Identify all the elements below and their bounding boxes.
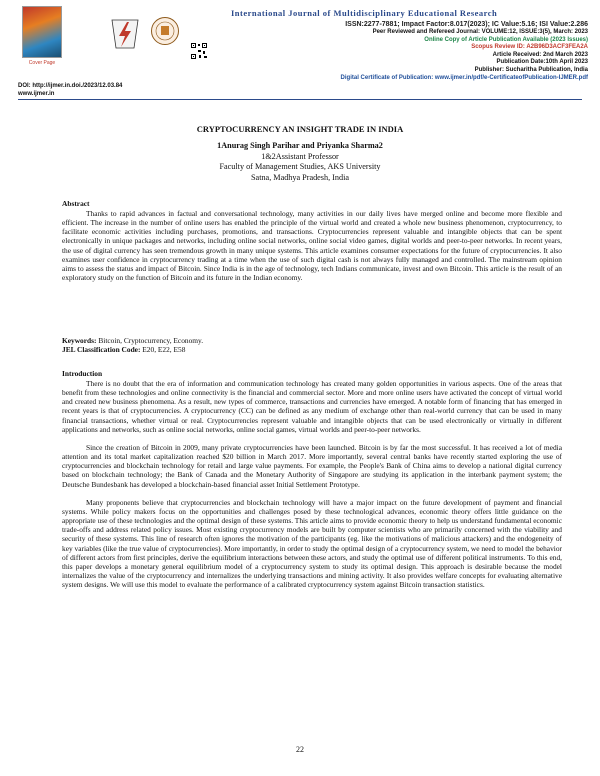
abstract-section: [62, 199, 562, 282]
website-link[interactable]: www.ijmer.in: [18, 91, 55, 97]
article-title: CRYPTOCURRENCY AN INSIGHT TRADE IN INDIA: [196, 124, 404, 134]
journal-title: International Journal of Multidisciplinary Educational Research: [231, 8, 498, 18]
keywords-section: [62, 336, 562, 354]
lightning-logo-icon: [108, 14, 142, 54]
author-role: 1&2Assistant Professor: [261, 151, 339, 161]
doi-block: [18, 82, 122, 98]
keywords-value: Bitcoin, Cryptocurrency, Economy.: [98, 336, 204, 345]
journal-header: [0, 0, 600, 100]
jel-label: JEL Classification Code:: [62, 345, 141, 355]
journal-meta: [228, 20, 588, 82]
introduction-paragraph-2: Since the creation of Bitcoin in 2009, many private cryptocurrencies have been launched. Bitcoin is by far the most successful. It has received a lot of media attention and its total market capitalization reached $20 billion in March 2017. More importantly, several central banks have recently started exploring the use of cryptocurrencies and blockchain technology for retail and large value payments. For example, the People's Bank of China aims to develop a national digital currency based on blockchain technology; the Bank of Canada and the Monetary Authority of Singapore are studying its application in the interbank payment system; the Deutsche Bundesbank has developed a blockchain-based financial asset Initial Settlement Prototype.: [62, 442, 562, 489]
qr-code-icon: [190, 42, 208, 60]
jel-value: E20, E22, E58: [142, 345, 186, 355]
author-block: [0, 141, 600, 183]
page-number: 22: [296, 745, 304, 754]
header-divider: [18, 99, 582, 100]
cover-page-label: Cover Page: [28, 60, 56, 66]
author-names: 1Anurag Singh Parihar and Priyanka Sharma2: [217, 141, 383, 150]
abstract-heading: Abstract: [62, 199, 90, 208]
university-seal-icon: [150, 16, 180, 46]
issn-line: ISSN:2277-7881; Impact Factor:8.017(2023); IC Value:5.16; ISI Value:2.286: [345, 21, 588, 28]
peer-review-line: Peer Reviewed and Refereed Journal: VOLUME:12, ISSUE:3(5), March: 2023: [372, 29, 588, 35]
introduction-section: [62, 369, 562, 589]
online-copy-line: Online Copy of Article Publication Available (2023 Issues): [424, 36, 588, 43]
received-line: Article Received: 2nd March 2023: [492, 51, 588, 58]
keywords-label: Keywords:: [62, 336, 97, 345]
cover-page-image[interactable]: [22, 6, 62, 58]
publication-date-line: Publication Date:10th April 2023: [496, 59, 588, 66]
publisher-line: Publisher: Sucharitha Publication, India: [474, 66, 588, 73]
scopus-line: Scopus Review ID: A2B96D3ACF3FEA2A: [471, 44, 588, 51]
introduction-paragraph-3: Many proponents believe that cryptocurrencies and blockchain technology will have a major impact on the future development of payment and financial systems. While policy makers focus on the opportunities and challenges posed by these technological advances, economic theory offers little guidance on the appropriate use of these technologies and the optimal design of these systems. This article aims to provide economic theory to help us understand fundamental economic trade-offs and address related policy issues. Most existing cryptocurrency models are built by computer scientists who are primarily concerned with the viability and security of these systems. This line of research often ignores the motivation of the participants (eg. like the motivations of malicious attackers) and the endogeneity of key variables (like the true value of cryptocurrencies). More importantly, in order to study the optimal design of a cryptocurrency system, we need to model the behavior of different actors from first principles, derive the equilibrium interactions between these actors, and study the optimal use of different political instruments. To this end, this paper develops a monetary general equilibrium model of a cryptocurrency system to study its optimal design. This approach is desirable because the model internalizes the value of the cryptocurrency and internalizes the underlying transactions and mining activity. It also provides welfare concepts for evaluating alternative system designs. We will use this model to evaluate the performance of a calibrated cryptocurrency system against Bitcoin transaction statistics.: [62, 497, 562, 590]
author-location: Satna, Madhya Pradesh, India: [251, 172, 349, 182]
author-affiliation: Faculty of Management Studies, AKS University: [219, 162, 381, 171]
introduction-paragraph-1: There is no doubt that the era of information and communication technology has created many golden opportunities in various aspects. One of the areas that benefit from these technologies and online connectivity is the financial and commercial sector. More and more online users have activated the concept of virtual world and created new business phenomena. As a result, new types of commerce, transactions and currencies have emerged. A notable form of financing that has emerged in recent years is that of cryptocurrencies. A cryptocurrency (CC) can be defined as any medium of exchange other than real-world currency that can be used in many financial transactions, whether virtual or real. Cryptocurrencies represent valuable and intangible objects that can be used electronically or virtually in different applications and networks, such as online social networks, online social games, virtual worlds and peer-to-peer networks.: [62, 379, 562, 434]
abstract-text: Thanks to rapid advances in factual and conversational technology, many activities in our daily lives have merged online and become more flexible and efficient. The increase in the number of online users has enabled the principle of the virtual world and created a whole new business phenomenon, cryptocurrency, to facilitate economic activities including purchases, promotions, and transactions. Cryptocurrencies represent valuable and intangible objects that can be spent electronically in unique packages and networks, including online social networks, online social video games, digital worlds and peer-to-peer networks. In recent years, the use of digital currency has seen tremendous growth in many unique systems. This article examines consumer expectations for the future of cryptocurrencies. It also examines user confidence in cryptocurrency trading at a time when the use of such digital cash is not always fully managed and controlled. The mainstream opinion aims to assess the status and impact of Bitcoin. Since India is in the age of technology, tech Indians communicate, invest and own Bitcoin. This article is the result of an exploratory study on the function of Bitcoin and its future in the Indian economy.: [62, 209, 562, 283]
doi-link[interactable]: DOI: http://ijmer.in.doi./2023/12.03.84: [18, 83, 123, 89]
introduction-heading: Introduction: [62, 369, 103, 378]
certificate-link[interactable]: Digital Certificate of Publication: www.ijmer.in/pdf/e-CertificateofPublication-IJMER.pdf: [340, 74, 588, 81]
